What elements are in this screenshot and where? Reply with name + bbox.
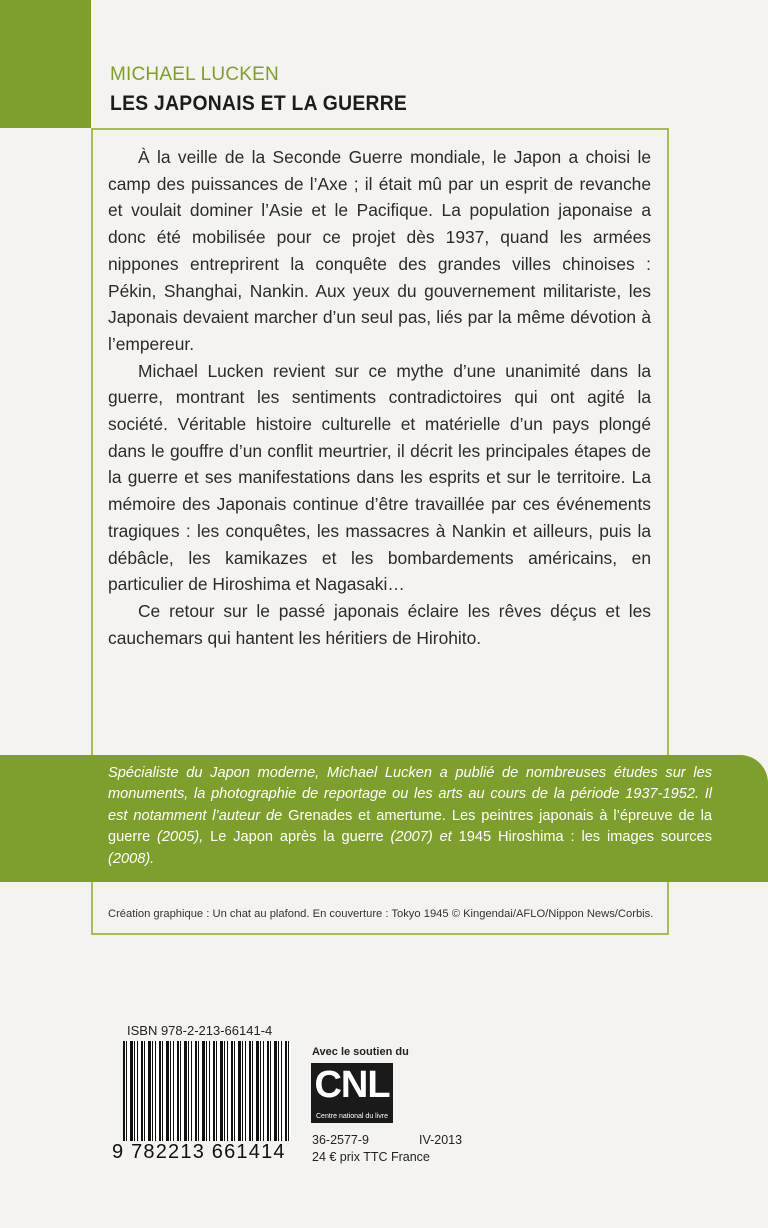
catalog-code: 36-2577-9 (312, 1133, 369, 1147)
support-label: Avec le soutien du (312, 1046, 409, 1058)
summary-paragraph: Michael Lucken revient sur ce mythe d’une unanimité dans la guerre, montrant les sentiments contradictoires qui ont agité la société. Véritable histoire culturelle et matérielle d’un pays plongé dans le gouffre d’un conflit meurtrier, il décrit les principales étapes de la guerre et ses manifestations dans les esprits et sur le territoire. La mémoire des Japonais continue d’être travaillée par ces événements tragiques : les conquêtes, les massacres à Nankin et ailleurs, puis la débâcle, les kamikazes et les bombardements américains, en particulier de Hiroshima et Nagasaki… (108, 360, 651, 595)
bio-conjunction: et (432, 829, 452, 846)
cnl-logo-subtitle: Centre national du livre (316, 1113, 388, 1120)
barcode-icon (123, 1041, 291, 1141)
summary-text (108, 144, 651, 651)
graphic-credits: Création graphique : Un chat au plafond. En couverture : Tokyo 1945 © Kingendai/AFLO/Nippon News/Corbis. (108, 908, 654, 920)
summary-paragraph: Ce retour sur le passé japonais éclaire les rêves déçus et les cauchemars qui hantent les héritiers de Hirohito. (108, 600, 651, 648)
green-corner-block (0, 0, 91, 128)
barcode-digits: 9 782213 661414 (112, 1141, 286, 1163)
edition-date: IV-2013 (419, 1133, 463, 1147)
summary-paragraph: À la veille de la Seconde Guerre mondiale, le Japon a choisi le camp des puissances de l’Axe ; il était mû par un esprit de revanche et voulait dominer l’Asie et le Pacifique. La population japonaise a donc été mobilisée pour ce projet dès 1937, quand les armées nippones entreprirent la conquête des grandes villes chinoises : Pékin, Shanghai, Nankin. Aux yeux du gouvernement militariste, les Japonais devaient marcher d’un seul pas, liés par la même dévotion à l’empereur. (108, 147, 651, 354)
book-title: LES JAPONAIS ET LA GUERRE (110, 92, 408, 115)
bio-text: Spécialiste du Japon moderne, Michael Lucken a publié de nombreuses études sur les monuments, la photographie de reportage ou les arts au cours de la période 1937-1952. Il est notamment l’auteur de (108, 765, 712, 824)
bio-book-title: 1945 Hiroshima : les images sources (451, 829, 712, 846)
bio-year: (2008). (108, 850, 155, 867)
cnl-logo (311, 1063, 393, 1123)
catalog-info (312, 1133, 462, 1147)
bio-book-title: Le Japon après la guerre (203, 829, 384, 846)
bio-year: (2007) (383, 829, 433, 846)
cnl-logo-letters: CNL (314, 1064, 390, 1106)
isbn-number: ISBN 978-2-213-66141-4 (127, 1023, 273, 1038)
bio-book-title: Grenades et amertume. Les peintres japonais à l’épreuve de la guerre (108, 807, 712, 846)
author-name: MICHAEL LUCKEN (110, 64, 279, 85)
author-bio (108, 763, 712, 870)
price-label: 24 € prix TTC France (312, 1150, 430, 1164)
bio-year: (2005), (150, 829, 204, 846)
